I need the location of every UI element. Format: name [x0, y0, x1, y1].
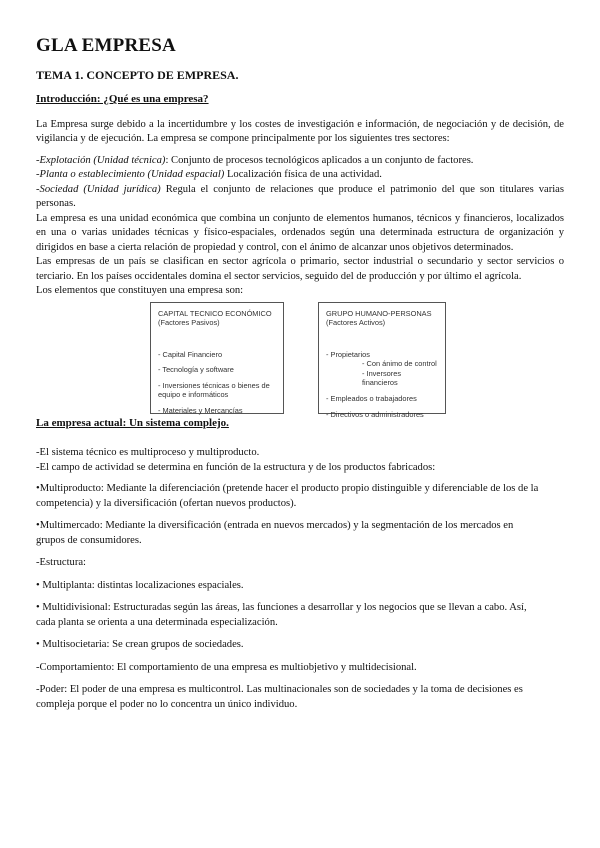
box-subtitle: (Factores Activos)	[326, 318, 386, 328]
box-item: - Directivos o administradores	[326, 409, 424, 419]
sector-item	[36, 183, 564, 212]
sector-term: -Sociedad (Unidad jurídica)	[36, 183, 161, 195]
sector-desc: Localización física de una actividad.	[226, 169, 382, 180]
box-item: - Propietarios	[326, 349, 370, 359]
sector-term: -Planta o establecimiento (Unidad espacial)	[36, 169, 225, 180]
box-item: - Tecnología y software	[158, 365, 234, 375]
intro-paragraph: La Empresa surge debido a la incertidumbre y los costes de investigación e información, de negociación y de decisión, de vigilancia y de ejecución. La empresa se compone principalmente por los siguientes tres sectores:	[36, 118, 564, 144]
poder-paragraph: -Poder: El poder de una empresa es multicontrol. Las multinacionales son de sociedades y la toma de decisiones es compleja porque el poder no lo concentra un único individuo.	[36, 684, 523, 710]
unit-paragraph: La empresa es una unidad económica que combina un conjunto de elementos humanos, técnicos y financieros, localizados en una o varias unidades técnicas y físico-espaciales, ordenados según una determinada estructura de organización y dirigidos en base a cierta relación de propiedad y control, con el ánimo de alcanzar unos objetivos determinados.	[36, 212, 564, 253]
comportamiento-paragraph: -Comportamiento: El comportamiento de una empresa es multiobjetivo y multidecisional.	[36, 661, 417, 673]
multiproducto-paragraph: •Multiproducto: Mediante la diferenciación (pretende hacer el producto propio distinguible y diferenciable de los de la competencia) y la diversificación (ofertan nuevos productos).	[36, 483, 539, 509]
actual-line: -El campo de actividad se determina en función de la estructura y de los productos fabricados:	[36, 461, 436, 473]
box-title: CAPITAL TECNICO ECONÓMICO	[158, 308, 272, 318]
box-item: - Inversiones técnicas o bienes de equipo e informáticos	[158, 380, 270, 400]
sector-term: -Explotación (Unidad técnica)	[36, 154, 166, 166]
intro-heading: Introducción: ¿Qué es una empresa?	[36, 93, 209, 105]
box-item: - Con ánimo de control	[362, 359, 437, 369]
document-title: GLA EMPRESA	[36, 35, 176, 56]
elements-intro: Los elementos que constituyen una empresa son:	[36, 285, 244, 296]
sector-list	[36, 154, 564, 212]
actual-heading: La empresa actual: Un sistema complejo.	[36, 416, 229, 429]
sector-desc: Regula el conjunto de relaciones que produce el patrimonio del que son titulares varias personas.	[36, 183, 564, 209]
multimercado-paragraph: •Multimercado: Mediante la diversificación (entrada en nuevos mercados) y la segmentación de los mercados en grupos de consumidores.	[36, 520, 514, 546]
sector-item	[36, 168, 564, 183]
box-capital	[150, 302, 284, 414]
sectors-paragraph: Las empresas de un país se clasifican en sector agrícola o primario, sector industrial o secundario y sector servicios o terciario. En los países occidentales domina el sector servicios, seguido del de producción y por último el agrícola.	[36, 256, 564, 282]
box-item: - Empleados o trabajadores	[326, 394, 417, 404]
actual-line: -El sistema técnico es multiproceso y multiproducto.	[36, 447, 260, 458]
box-item: - Inversores financieros	[362, 368, 402, 388]
box-item: - Materiales y Mercancías	[158, 406, 243, 416]
box-subtitle: (Factores Pasivos)	[158, 318, 220, 328]
multiplanta-paragraph: • Multiplanta: distintas localizaciones espaciales.	[36, 579, 244, 591]
document-page	[36, 34, 564, 712]
multidivisional-paragraph: • Multidivisional: Estructuradas según las áreas, las funciones a desarrollar y los negocios que se llevan a cabo. Así, cada planta se orienta a una determinada especialización.	[36, 602, 527, 628]
sector-desc: Conjunto de procesos tecnológicos aplicados a un conjunto de factores.	[171, 154, 474, 166]
multisocietaria-paragraph: • Multisocietaria: Se crean grupos de sociedades.	[36, 639, 244, 650]
estructura-label: -Estructura:	[36, 557, 87, 568]
tema-heading: TEMA 1. CONCEPTO DE EMPRESA.	[36, 68, 239, 82]
box-item: - Capital Financiero	[158, 349, 223, 359]
sector-item: -Explotación (Unidad técnica): Conjunto de procesos tecnológicos aplicados a un conjunto de factores.	[36, 154, 474, 166]
elements-diagram	[36, 302, 564, 419]
box-title: GRUPO HUMANO-PERSONAS	[326, 308, 432, 318]
box-grupo-humano	[318, 302, 446, 419]
